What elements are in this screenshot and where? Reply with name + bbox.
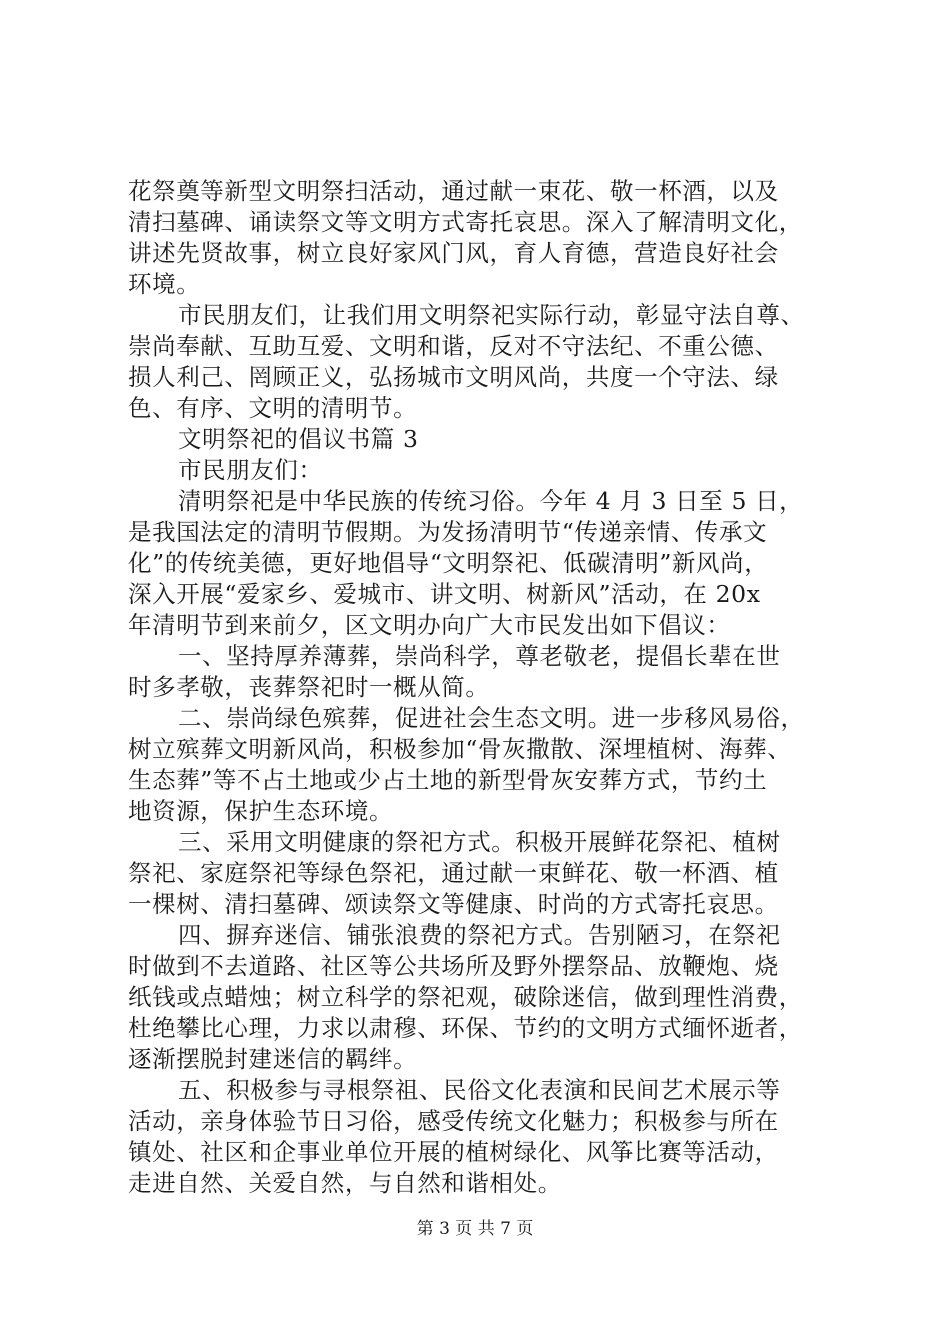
text-line: 环境。: [128, 270, 201, 298]
text-line: 一棵树、清扫墓碑、颂读祭文等健康、时尚的方式寄托哀思。: [128, 890, 779, 918]
text-line: 清扫墓碑、诵读祭文等文明方式寄托哀思。深入了解清明文化，: [128, 208, 803, 236]
text-line: 五、积极参与寻根祭祖、民俗文化表演和民间艺术展示等: [178, 1076, 781, 1104]
text-line: 纸钱或点蜡烛；树立科学的祭祀观，破除迷信，做到理性消费，: [128, 983, 803, 1011]
text-line: 三、采用文明健康的祭祀方式。积极开展鲜花祭祀、植树: [178, 828, 781, 856]
text-line: 四、摒弃迷信、铺张浪费的祭祀方式。告别陋习，在祭祀: [178, 921, 781, 949]
page-footer: 第 3 页 共 7 页: [416, 1219, 534, 1239]
text-line: 杜绝攀比心理，力求以肃穆、环保、节约的文明方式缅怀逝者，: [128, 1014, 803, 1042]
text-line: 生态葬”等不占土地或少占土地的新型骨灰安葬方式，节约土: [128, 766, 768, 794]
text-line: 走进自然、关爱自然，与自然和谐相处。: [128, 1169, 562, 1197]
text-line: 花祭奠等新型文明祭扫活动，通过献一束花、敬一杯酒，以及: [128, 177, 779, 205]
text-line: 损人利己、罔顾正义，弘扬城市文明风尚，共度一个守法、绿: [128, 363, 779, 391]
text-line: 深入开展“爱家乡、爱城市、讲文明、树新风”活动，在 20x: [128, 580, 761, 608]
document-body: [128, 176, 840, 1199]
text-line: 时多孝敬，丧葬祭祀时一概从简。: [128, 673, 490, 701]
text-line: 时做到不去道路、社区等公共场所及野外摆祭品、放鞭炮、烧: [128, 952, 779, 980]
text-line: 一、坚持厚养薄葬，崇尚科学，尊老敬老，提倡长辈在世: [178, 642, 781, 670]
text-line: 化”的传统美德，更好地倡导“文明祭祀、低碳清明”新风尚，: [128, 549, 769, 577]
text-line: 是我国法定的清明节假期。为发扬清明节“传递亲情、传承文: [128, 518, 768, 546]
text-line: 树立殡葬文明新风尚，积极参加“骨灰撒散、深埋植树、海葬、: [128, 735, 792, 763]
text-line: 年清明节到来前夕，区文明办向广大市民发出如下倡议：: [128, 611, 731, 639]
text-line: 文明祭祀的倡议书篇 3: [178, 425, 419, 453]
text-line: 讲述先贤故事，树立良好家风门风，育人育德，营造良好社会: [128, 239, 779, 267]
text-line: 地资源，保护生态环境。: [128, 797, 394, 825]
text-line: 清明祭祀是中华民族的传统习俗。今年 4 月 3 日至 5 日，: [178, 487, 804, 515]
text-line: 市民朋友们，让我们用文明祭祀实际行动，彰显守法自尊、: [178, 301, 805, 329]
text-line: 逐渐摆脱封建迷信的羁绊。: [128, 1045, 418, 1073]
text-line: 活动，亲身体验节日习俗，感受传统文化魅力；积极参与所在: [128, 1107, 779, 1135]
text-line: 二、崇尚绿色殡葬，促进社会生态文明。进一步移风易俗，: [178, 704, 805, 732]
text-line: 祭祀、家庭祭祀等绿色祭祀，通过献一束鲜花、敬一杯酒、植: [128, 859, 779, 887]
text-line: 色、有序、文明的清明节。: [128, 394, 418, 422]
text-line: 镇处、社区和企事业单位开展的植树绿化、风筝比赛等活动，: [128, 1138, 779, 1166]
text-line: 崇尚奉献、互助互爱、文明和谐，反对不守法纪、不重公德、: [128, 332, 779, 360]
text-line: 市民朋友们：: [178, 456, 323, 484]
